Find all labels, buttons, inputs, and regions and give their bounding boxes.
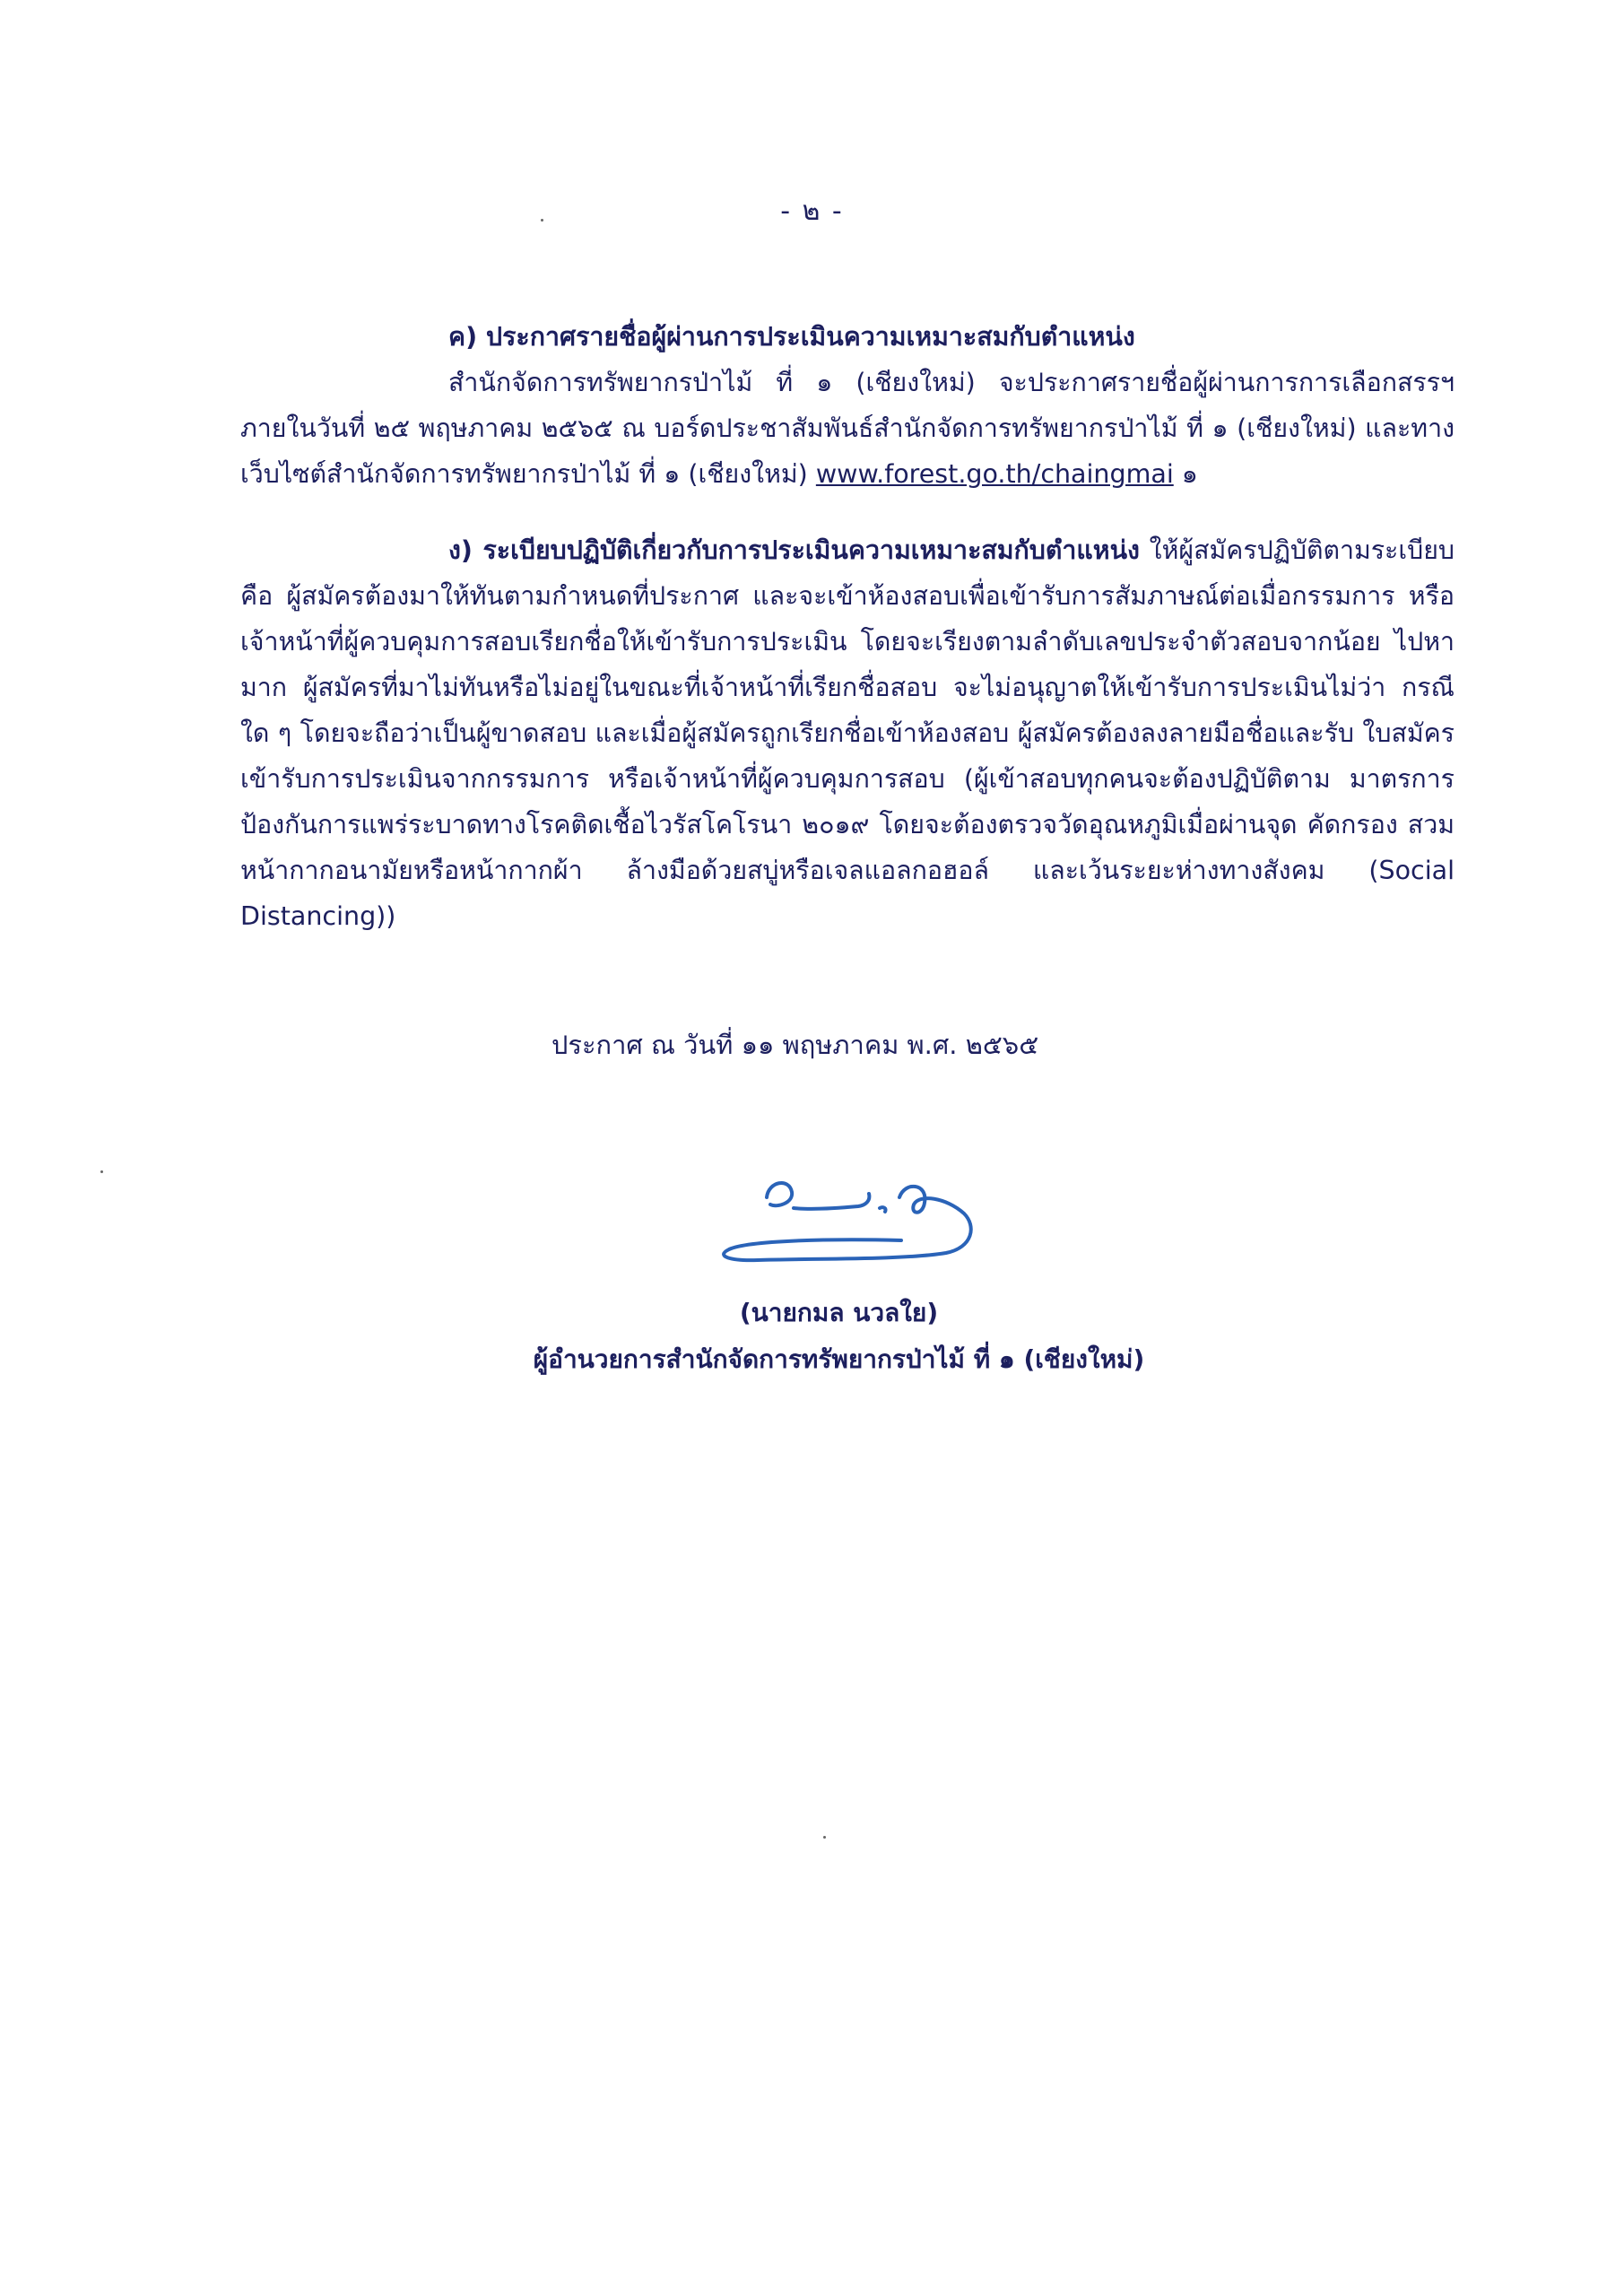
section-d [240,527,1455,939]
section-c-text: สำนักจัดการทรัพยากรป่าไม้ ที่ ๑ (เชียงใหม่) จะประกาศรายชื่อผู้ผ่านการการเลือกสรรฯ ภายในวันที่ ๒๕ พฤษภาคม ๒๕๖๕ ณ บอร์ดประชาสัมพันธ์สำนักจัดการทรัพยากรป่าไม้ ที่ ๑ (เชียงใหม่) และทาง เว็บไซต์สำนักจัดการทรัพยากรป่าไม้ ที่ ๑ (เชียงใหม่) [240,368,1455,489]
signer-title: ผู้อำนวยการสำนักจัดการทรัพยากรป่าไม้ ที่ ๑ (เชียงใหม่) [533,1344,1145,1374]
page-number: - ๒ - [780,196,844,227]
section-c-heading: ค) ประกาศรายชื่อผู้ผ่านการประเมินความเหมาะสมกับตำแหน่ง [448,322,1135,352]
scan-speck [823,1836,826,1839]
website-link[interactable]: www.forest.go.th/chaingmai [815,459,1174,489]
section-c [240,314,1455,497]
section-c-suffix: ๑ [1181,459,1198,489]
signer-name: (นายกมล นวลใย) [739,1298,939,1327]
scan-speck [541,219,543,222]
section-c-heading-line [240,314,1455,360]
section-d-heading: ง) ระเบียบปฏิบัติเกี่ยวกับการประเมินความเหมาะสมกับตำแหน่ง [448,535,1140,565]
announcement-date: ประกาศ ณ วันที่ ๑๑ พฤษภาคม พ.ศ. ๒๕๖๕ [551,1030,1039,1060]
section-c-body [240,360,1455,497]
section-c-paragraph [240,360,1455,497]
section-d-body: ให้ผู้สมัครปฏิบัติตามระเบียบ คือ ผู้สมัครต้องมาให้ทันตามกำหนดที่ประกาศ และจะเข้าห้องสอบเพื่อเข้ารับการสัมภาษณ์ต่อเมื่อกรรมการ หรือเจ้าหน้าที่ผู้ควบคุมการสอบเรียกชื่อให้เข้ารับการประเมิน โดยจะเรียงตามลำดับเลขประจำตัวสอบจากน้อย ไปหามาก ผู้สมัครที่มาไม่ทันหรือไม่อยู่ในขณะที่เจ้าหน้าที่เรียกชื่อสอบ จะไม่อนุญาตให้เข้ารับการประเมินไม่ว่า กรณีใด ๆ โดยจะถือว่าเป็นผู้ขาดสอบ และเมื่อผู้สมัครถูกเรียกชื่อเข้าห้องสอบ ผู้สมัครต้องลงลายมือชื่อและรับ ใบสมัครเข้ารับการประเมินจากกรรมการ หรือเจ้าหน้าที่ผู้ควบคุมการสอบ (ผู้เข้าสอบทุกคนจะต้องปฏิบัติตาม มาตรการป้องกันการแพร่ระบาดทางโรคติดเชื้อไวรัสโคโรนา ๒๐๑๙ โดยจะต้องตรวจวัดอุณหภูมิเมื่อผ่านจุด คัดกรอง สวมหน้ากากอนามัยหรือหน้ากากผ้า ล้างมือด้วยสบู่หรือเจลแอลกอฮอล์ และเว้นระยะห่างทางสังคม (Social Distancing)) [240,535,1455,931]
scan-speck [100,1170,103,1173]
signature-image [704,1161,1027,1278]
section-d-paragraph [240,527,1455,939]
